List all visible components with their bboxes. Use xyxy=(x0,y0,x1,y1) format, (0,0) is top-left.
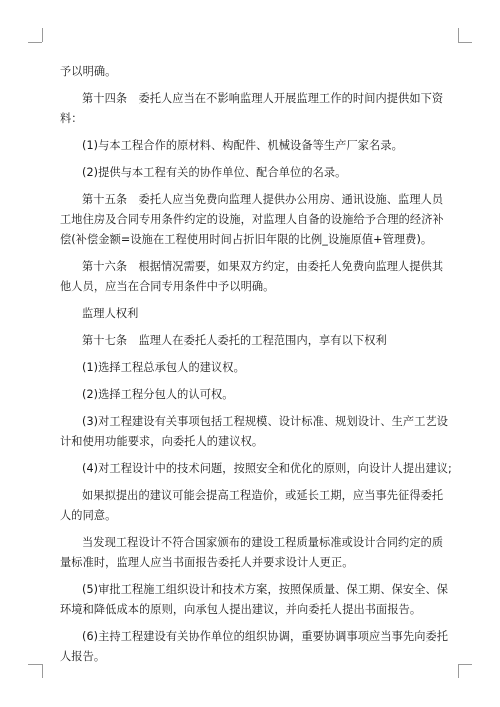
article-14-item-2: (2)提供与本工程有关的协作单位、配合单位的名录。 xyxy=(82,166,347,179)
paragraph-continuation: 予以明确。 xyxy=(60,65,117,78)
section-heading-supervisor-rights: 监理人权利 xyxy=(82,307,139,320)
article-14: 第十四条 委托人应当在不影响监理人开展监理工作的时间内提供如下资料： xyxy=(60,92,444,125)
body-text xyxy=(60,62,452,667)
article-17-item-3: (3)对工程建设有关事项包括工程规模、设计标准、规划设计、生产工艺设计和使用功能要求，向委托人的建议权。 xyxy=(60,415,449,448)
article-17-item-1: (1)选择工程总承包人的建议权。 xyxy=(82,361,245,374)
article-17-item-6: (6)主持工程建设有关协作单位的组织协调，重要协调事项应当事先向委托人报告。 xyxy=(60,630,449,663)
crop-mark-top-left-h xyxy=(28,42,42,43)
crop-mark-top-right-v xyxy=(458,28,459,42)
crop-mark-bottom-right-h xyxy=(458,664,472,665)
article-17-design-defect-note: 当发现工程设计不符合国家颁布的建设工程质量标准或设计合同约定的质量标准时，监理人应当书面报告委托人并要求设计人更正。 xyxy=(60,536,444,569)
article-17-item-5: (5)审批工程施工组织设计和技术方案，按照保质量、保工期、保安全、保环境和降低成本的原则，向承包人提出建议，并向委托人提出书面报告。 xyxy=(60,583,449,616)
article-16: 第十六条 根据情况需要，如果双方约定，由委托人免费向监理人提供其他人员，应当在合同专用条件中予以明确。 xyxy=(60,260,444,293)
article-17: 第十七条 监理人在委托人委托的工程范围内，享有以下权利 xyxy=(82,334,387,347)
article-17-item-2: (2)选择工程分包人的认可权。 xyxy=(82,388,234,401)
crop-mark-top-left-v xyxy=(42,28,43,42)
article-14-item-1: (1)与本工程合作的原材料、构配件、机械设备等生产厂家名录。 xyxy=(82,139,403,152)
crop-mark-bottom-left-v xyxy=(42,664,43,678)
article-17-item-4: (4)对工程设计中的技术问题，按照安全和优化的原则，向设计人提出建议; xyxy=(82,462,452,475)
crop-mark-bottom-right-v xyxy=(458,664,459,678)
article-17-item-4-note: 如果拟提出的建议可能会提高工程造价，或延长工期，应当事先征得委托人的同意。 xyxy=(60,489,444,522)
crop-mark-top-right-h xyxy=(458,42,472,43)
crop-mark-bottom-left-h xyxy=(28,664,42,665)
article-15: 第十五条 委托人应当免费向监理人提供办公用房、通讯设施、监理人员工地住房及合同专用条件约定的设施，对监理人自备的设施给予合理的经济补偿(补偿金额=设施在工程使用时间占折旧年限的比例_设施原值+管理费)。 xyxy=(60,193,444,246)
